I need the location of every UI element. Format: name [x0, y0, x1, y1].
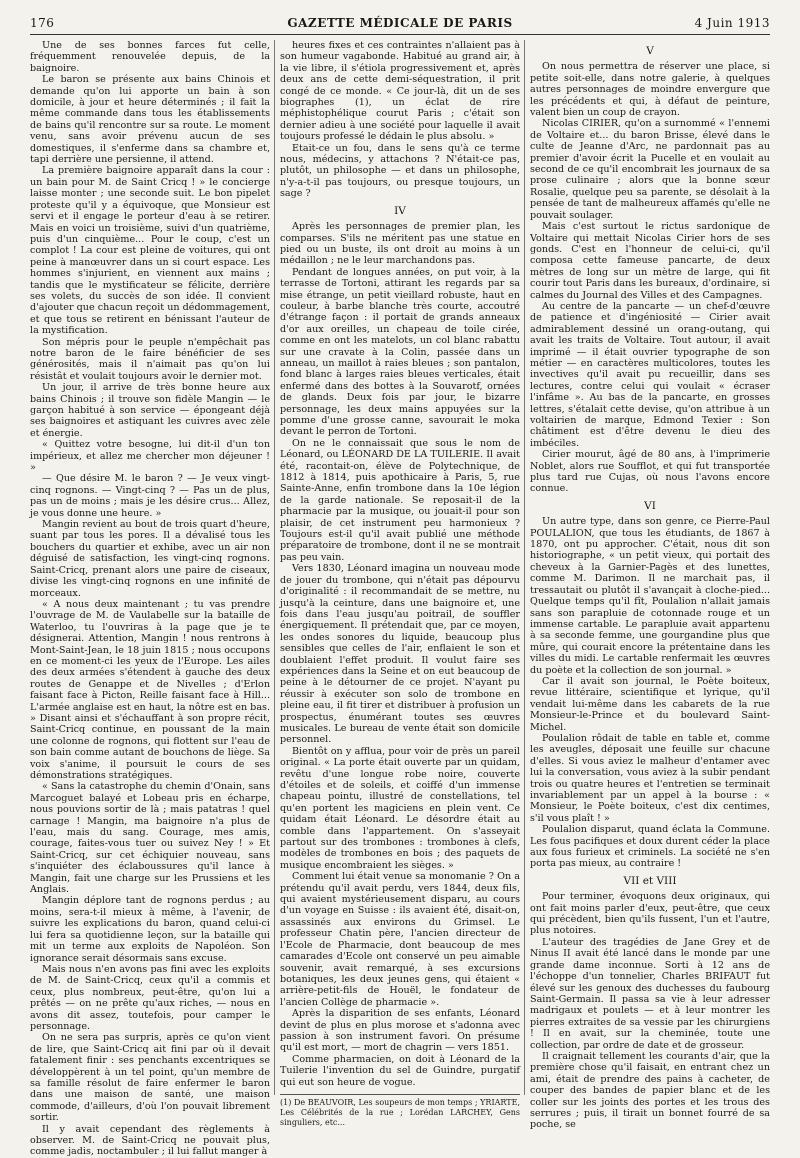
paragraph: Son mépris pour le peuple n'empêchait pas notre baron de le faire bénéficier de ses générosités, mais il n'aimait pas qu'on lui résistât et voulait toujours avoir le dernier mot. [30, 336, 270, 382]
column-1 [30, 40, 271, 1158]
paragraph: Cirier mourut, âgé de 80 ans, à l'imprimerie Noblet, alors rue Soufflot, et qui fut transportée plus tard rue Cujas, où nous l'avons encore connue. [530, 449, 770, 495]
section-heading: IV [394, 204, 406, 217]
section-heading: VI [644, 499, 656, 512]
journal-title: GAZETTE MÉDICALE DE PARIS [287, 16, 513, 30]
paragraph: Un jour, il arrive de très bonne heure aux bains Chinois ; il trouve son fidèle Mangin — le garçon habitué à son service — épongeant déjà ses baignoires et astiquant les cuivres avec zèle et énergie. [30, 382, 270, 439]
paragraph: Car il avait son journal, le Poète boiteux, revue littéraire, scientifique et lyrique, qu'il vendait lui-même dans les cabarets de la rue Monsieur-le-Prince et du boulevard Saint-Michel. [530, 675, 770, 733]
paragraph: Il craignait tellement les courants d'air, que la première chose qu'il faisait, en entrant chez un ami, était de prendre des pains à cacheter, de couper des bandes de papier blanc et de les coller sur les joints des portes et les trous des serrures ; puis, il tirait un bonnet fourré de sa poche, se [530, 1050, 770, 1131]
paragraph: La première baignoire apparaît dans la cour : un bain pour M. de Saint Cricq ! » le concierge laisse monter ; une seconde suit. Le bon pipelet proteste qu'il y a équivoque, que Monsieur est servi et il engage le porteur d'eau à se retirer. Mais en voici un troisième, suivi d'un quatrième, puis d'un cinquième... Pour le coup, c'est un complot ! La cour est pleine de voitures, qui ont peine à manœuvrer dans un si court espace. Les hommes s'injurient, en viennent aux mains ; tandis que le mystificateur se félicite, derrière ses volets, du succès de son idée. Il convient d'ajouter que chacun reçoit un dédommagement, et que tous se retirent en bénissant l'auteur de la mystification. [30, 165, 270, 337]
section-heading: V [646, 45, 654, 57]
paragraph: Mangin revient au bout de trois quart d'heure, suant par tous les pores. Il a dévalisé tous les bouchers du quartier et exhibe, avec un air non déguisé de satisfaction, les vingt-cinq rognons. Saint-Cricq, prenant alors une paire de ciseaux, divise les vingt-cinq rognons en une infinité de morceaux. [30, 519, 270, 599]
paragraph: Une de ses bonnes farces fut celle, fréquemment renouvelée depuis, de la baignoire. [30, 40, 270, 74]
paragraph: « A nous deux maintenant ; tu vas prendre l'ouvrage de M. de Vaulabelle sur la bataille de Waterloo, tu l'ouvriras à la page que je te désignerai. Attention, Mangin ! nous rentrons à Mont-Saint-Jean, le 18 juin 1815 ; nous occupons en ce moment-ci les yeux de l'Europe. Les ailes des deux armées s'étendent à gauche des deux routes de Genappe et de Nivelles ; d'Erlon faisant face à Picton, Reille faisant face à Hill... L'armée anglaise est en haut, la nôtre est en bas. » Disant ainsi et s'échauffant à son propre récit, Saint-Cricq continue, en poussant de la main une colonne de rognons, qui flottent sur l'eau de son bain comme autant de bouchons de liège. Sa voix s'anime, il poursuit le cours de ses démonstrations stratégiques. [30, 598, 271, 781]
paragraph: « Sans la catastrophe du chemin d'Onain, sans Marcoguet balayé et Lobeau pris en écharpe, nous pouvions sortir de là ; mais patatras ! quel carnage ! Mangin, ma baignoire n'a plus de l'eau, mais du sang. Courage, mes amis, courage, faites-vous tuer ou suivez Ney ! » Et Saint-Cricq, sur cet échiquier nouveau, sans s'inquiéter des éclaboussures qu'il lance à Mangin, fait une charge sur les Prussiens et les Anglais. [30, 781, 270, 896]
paragraph: heures fixes et ces contraintes n'allaient pas à son humeur vagabonde. Habitué au grand air, à la vie libre, il s'étiola progressivement et, après deux ans de cette demi-séquestration, il prit congé de ce monde. « Ce jour-là, dit un de ses biographes (1), un éclat de rire méphistophélique courut Paris ; c'était son dernier adieu à une société pour laquelle il avait toujours professé le dédain le plus absolu. » [280, 40, 520, 143]
column-divider [274, 40, 275, 1095]
paragraph: Poulalion rôdait de table en table et, comme les aveugles, déposait une feuille sur chacune d'elles. Si vous aviez le malheur d'entamer avec lui la conversation, vous aviez à la subir pendant trois ou quatre heures et l'entretien se terminait invariablement par un appel à la bourse : « Monsieur, le Poète boiteux, c'est dix centimes, s'il vous plaît ! » [530, 732, 770, 824]
page-number: 176 [30, 16, 55, 30]
paragraph: Le baron se présente aux bains Chinois et demande qu'on lui apporte un bain à son domicile, à jour et heure déterminés ; il fait la même commande dans tous les établissements de bains qu'il rencontre sur sa route. Le moment venu, sans avoir prévenu aucun de ses domestiques, il s'enferme dans sa chambre et, tapi derrière une persienne, il attend. [30, 74, 270, 166]
paragraph: On ne le connaissait que sous le nom de Léonard, ou LÉONARD DE LA TUILERIE. Il avait été, racontait-on, élève de Polytechnique, de 1812 à 1814, puis apothicaire à Paris, 5, rue Sainte-Anne, enfin trombone dans la 10e légion de la garde nationale. Se reposait-il de la pharmacie par la musique, ou jouait-il pour son plaisir, de cet instrument peu harmonieux ? Toujours est-il qu'il avait publié une méthode préparatoire de trombone, dont il ne se montrait pas peu vain. [280, 437, 520, 563]
column-divider [524, 40, 525, 1095]
paragraph: Pendant de longues années, on put voir, à la terrasse de Tortoni, attirant les regards par sa mise étrange, un petit vieillard robuste, haut en couleur, à barbe blanche très courte, accoutré d'étrange façon : il portait de grands anneaux d'or aux oreilles, un chapeau de toile cirée, comme en ont les matelots, un col blanc rabattu sur une cravate à la Colin, passée dans un anneau, un maillot à raies bleues ; son pantalon, fond blanc à larges raies bleues verticales, était enfermé dans des bottes à la Souvarotf, ornées de glands. Deux fois par jour, le bizarre personnage, les deux mains appuyées sur la pomme d'une grosse canne, savourait le moka devant le perron de Tortoni. [280, 266, 520, 438]
paragraph: Un autre type, dans son genre, ce Pierre-Paul POULALION, que tous les étudiants, de 1867 à 1870, ont pu approcher. C'était, nous dit son historiographe, « un petit vieux, qui portait des cheveux à la Garnier-Pagès et des lunettes, comme M. Darimon. Il ne marchait pas, il tressautait ou plutôt il s'avançait à cloche-pied... Quelque temps qu'il fît, Poulalion n'allait jamais sans son parapluie de cotonnade rouge et un immense cartable. Le parapluie avait appartenu à sa seconde femme, une gourgandine plus que mûre, qui courait encore la prétentaine dans les villes du midi. Le cartable renfermait les œuvres du poète et la collection de son journal. » [530, 516, 770, 676]
paragraph: On ne sera pas surpris, après ce qu'on vient de lire, que Saint-Cricq ait fini par où il devait fatalement finir : ses penchants excentriques se développèrent à un tel point, qu'un membre de sa famille résolut de faire enfermer le baron dans une maison de santé, une maison commode, d'ailleurs, d'où l'on pouvait librement sortir. [30, 1032, 270, 1124]
paragraph: On nous permettra de réserver une place, si petite soit-elle, dans notre galerie, à quelques autres personnages de moindre envergure que les précédents et qui, à défaut de peinture, valent bien un coup de crayon. [530, 61, 770, 119]
paragraph: Bientôt on y afflua, pour voir de près un pareil original. « La porte était ouverte par un quidam, revêtu d'une longue robe noire, couverte d'étoiles et de soleils, et coiffé d'un immense chapeau pointu, illustré de constellations, tel qu'en portent les magiciens en plein vent. Ce quidam était Léonard. Le désordre était au comble dans l'appartement. On s'asseyait partout sur des trombones : trombones à clefs, modèles de trombones en bois ; des paquets de musique encombraient les sièges. » [280, 745, 520, 871]
section-heading: VII et VIII [623, 874, 677, 887]
paragraph: Mais c'est surtout le rictus sardonique de Voltaire qui mettait Nicolas Cirier hors de ses gonds. C'est en l'honneur de celui-ci, qu'il composa cette fameuse pancarte, de deux mètres de long sur un mètre de large, qui fit courir tout Paris dans les bureaux, d'ordinaire, si calmes du Journal des Villes et des Campagnes. [530, 221, 770, 301]
column-2 [280, 40, 520, 1127]
paragraph: Poulalion disparut, quand éclata la Commune. Les fous pacifiques et doux durent céder la place aux fous furieux et criminels. La société ne s'en porta pas mieux, au contraire ! [530, 824, 770, 870]
paragraph: Comme pharmacien, on doit à Léonard de la Tuilerie l'invention du sel de Guindre, purgatif qui eut son heure de vogue. [280, 1053, 520, 1088]
page-header [30, 14, 770, 35]
paragraph: Il y avait cependant des règlements à observer. M. de Saint-Cricq ne pouvait plus, comme jadis, noctambuler ; il lui fallut manger à [30, 1123, 270, 1158]
paragraph: Après les personnages de premier plan, les comparses. S'ils ne méritent pas une statue en pied ou un buste, ils ont droit au moins à un médaillon ; ne le leur marchandons pas. [280, 221, 520, 267]
paragraph: « Quittez votre besogne, lui dit-il d'un ton impérieux, et allez me chercher mon déjeuner ! » [30, 439, 270, 474]
paragraph: Mangin déplore tant de rognons perdus ; au moins, sera-t-il mieux à même, à l'avenir, de suivre les explications du baron, quand celui-ci lui fera sa quotidienne leçon, sur la bataille qui mit un terme aux exploits de Napoléon. Son ignorance serait désormais sans excuse. [30, 895, 270, 964]
column-3 [530, 40, 770, 1131]
paragraph: Vers 1830, Léonard imagina un nouveau mode de jouer du trombone, qui n'était pas dépourvu d'originalité : il recommandait de se mettre, nu jusqu'à la ceinture, dans une baignoire et, une fois dans l'eau jusqu'au poitrail, de souffler énergiquement. Il prétendait que, par ce moyen, les ondes sonores du liquide, beaucoup plus sensibles que celles de l'air, enflaient le son et doublaient l'effet produit. Il voulut faire ses expériences dans la Seine et on eut beaucoup de peine à le détourner de ce projet. N'ayant pu réussir à exécuter son solo de trombone en pleine eau, il fit tirer et distribuer à profusion un prospectus, énumérant toutes ses œuvres musicales. Le bureau de vente était son domicile personnel. [280, 563, 520, 746]
paragraph: Mais nous n'en avons pas fini avec les exploits de M. de Saint-Cricq, ceux qu'il a commis et ceux, plus nombreux, peut-être, qu'on lui a prêtés — on ne prête qu'aux riches, — nous en avons dit assez, toutefois, pour camper le personnage. [30, 963, 270, 1032]
paragraph: Après la disparition de ses enfants, Léonard devint de plus en plus morose et s'adonna avec passion à son instrument favori. On présume qu'il est mort, — mort de chagrin — vers 1851. [280, 1008, 520, 1054]
paragraph: Etait-ce un fou, dans le sens qu'à ce terme nous, médecins, y attachons ? N'était-ce pas, plutôt, un philosophe — et dans un philosophe, n'y-a-t-il pas toujours, ou presque toujours, un sage ? [280, 142, 520, 200]
paragraph: — Que désire M. le baron ? — Je veux vingt-cinq rognons. — Vingt-cinq ? — Pas un de plus, pas un de moins ; mais je les désire crus... Allez, je vous donne une heure. » [30, 473, 270, 519]
issue-date: 4 Juin 1913 [694, 16, 770, 30]
paragraph: Comment lui était venue sa monomanie ? On a prétendu qu'il avait perdu, vers 1844, deux fils, qui avaient mystérieusement disparu, au cours d'un voyage en Suisse : ils avaient été, disait-on, assassinés aux environs du Grimsel. Le professeur Chatin père, l'ancien directeur de l'Ecole de Pharmacie, dont beaucoup de mes camarades d'Ecole ont conservé un peu aimable souvenir, avait remarqué, à ses excursions botaniques, les deux jeunes gens, qui étaient « arrière-petit-fils de Houël, le fondateur de l'ancien Collège de pharmacie ». [280, 871, 520, 1008]
footnote: (1) De BEAUVOIR, Les soupeurs de mon temps ; YRIARTE, Les Célébrités de la rue ; Lorédan LARCHEY, Gens singuliers, etc... [280, 1094, 520, 1128]
paragraph: Nicolas CIRIER, qu'on a surnommé « l'ennemi de Voltaire et... du baron Brisse, élevé dans le culte de Jeanne d'Arc, ne pardonnait pas au premier d'avoir écrit la Pucelle et en voulait au second de ce qu'il encombrait les journaux de sa prose culinaire ; alors que la bonne sœur Rosalie, quelque peu sa parente, se désolait à la pensée de tant de malheureux affamés qu'elle ne pouvait soulager. [530, 118, 770, 221]
paragraph: L'auteur des tragédies de Jane Grey et de Ninus II avait été lancé dans le monde par une grande dame inconnue. Sorti à 12 ans de l'échoppe d'un tonnelier, Charles BRIFAUT fut élevé sur les genoux des duchesses du faubourg Saint-Germain. Il passa sa vie à leur adresser madrigaux et poulets — et à leur montrer les pierres extraites de sa vessie par les chirurgiens ! Il en avait, sur la cheminée, toute une collection, par ordre de date et de grosseur. [530, 936, 770, 1051]
paragraph: Au centre de la pancarte — un chef-d'œuvre de patience et d'ingéniosité — Cirier avait admirablement dessiné un orang-outang, qui avait les traits de Voltaire. Tout autour, il avait imprimé — il était ouvrier typographe de son métier — en caractères multicolores, toutes les invectives qu'il avait pu recueillir, dans ses lectures, contre celui qui voulait « écraser l'infâme ». Au bas de la pancarte, en grosses lettres, s'étalait cette devise, qu'on attribue à un voltairien de marque, Edmond Texier : Son châtiment est d'être devenu le dieu des imbéciles. [530, 300, 770, 449]
paragraph: Pour terminer, évoquons deux originaux, qui ont fait moins parler d'eux, peut-être, que ceux qui précèdent, bien qu'ils fussent, l'un et l'autre, plus notoires. [530, 891, 770, 937]
